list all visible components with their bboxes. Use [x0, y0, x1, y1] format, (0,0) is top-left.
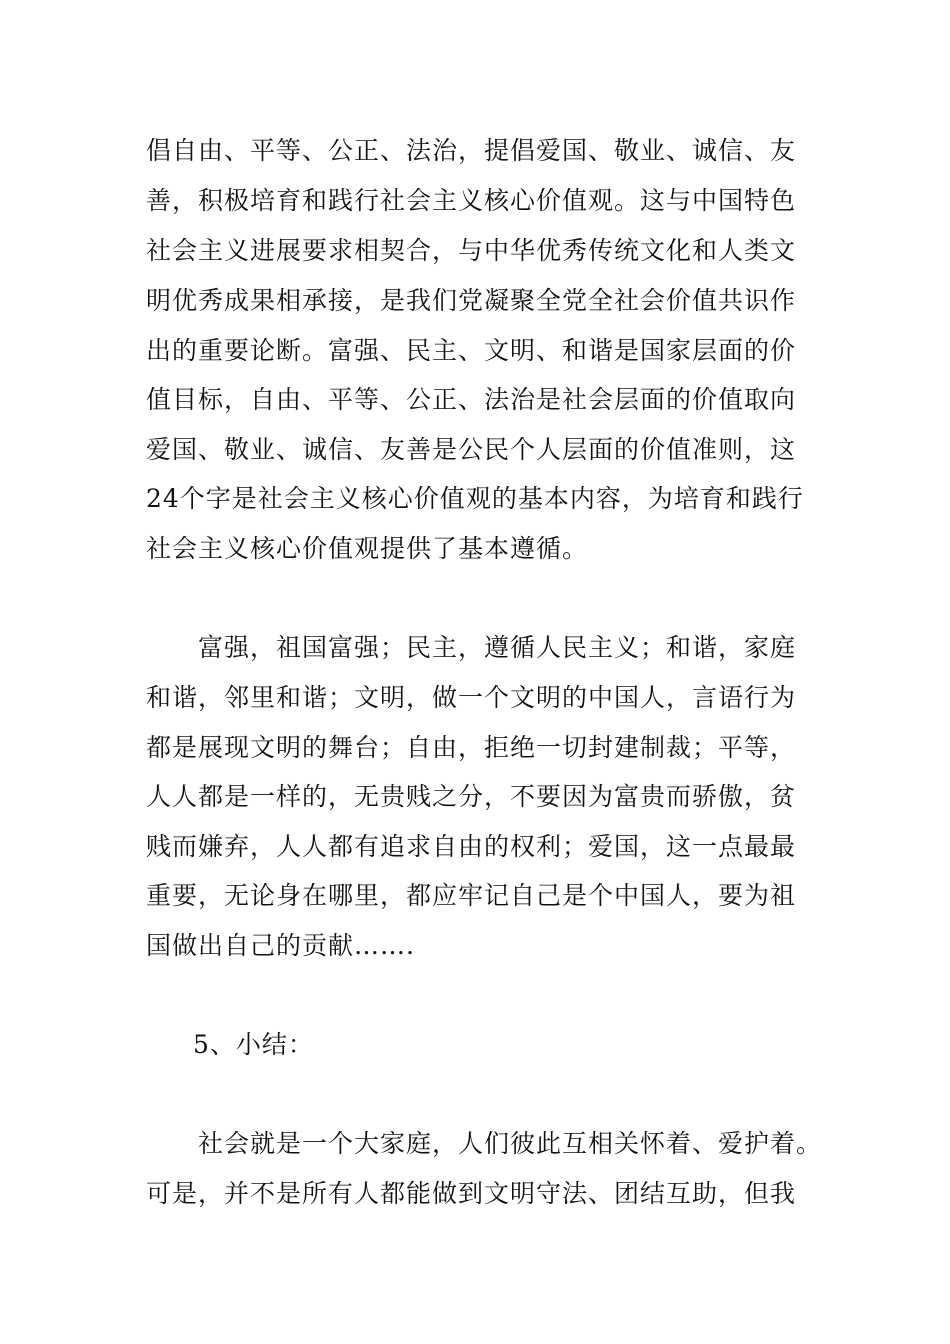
text-line: 明优秀成果相承接，是我们党凝聚全党全社会价值共识作 — [146, 286, 797, 315]
text-line: 社会主义进展要求相契合，与中华优秀传统文化和人类文 — [146, 236, 797, 265]
text-line: 社会主义核心价值观提供了基本遵循。 — [146, 534, 589, 563]
text-line: 重要，无论身在哪里，都应牢记自己是个中国人，要为祖 — [146, 881, 797, 910]
text-line: 可是，并不是所有人都能做到文明守法、团结互助，但我 — [146, 1179, 797, 1208]
text-line: 国做出自己的贡献……. — [146, 931, 415, 960]
text-line: 24个字是社会主义核心价值观的基本内容，为培育和践行 — [146, 484, 804, 513]
text-line: 善，积极培育和践行社会主义核心价值观。这与中国特色 — [146, 186, 797, 215]
text-line: 人人都是一样的，无贵贱之分，不要因为富贵而骄傲，贫 — [146, 782, 797, 811]
text-line: 富强，祖国富强；民主，遵循人民主义；和谐，家庭 — [198, 633, 797, 662]
section-heading: 5、小结： — [193, 1030, 314, 1059]
text-line: 爱国、敬业、诚信、友善是公民个人层面的价值准则，这 — [146, 435, 797, 464]
text-line: 社会就是一个大家庭，人们彼此互相关怀着、爱护着。 — [198, 1129, 823, 1158]
text-line: 值目标，自由、平等、公正、法治是社会层面的价值取向 — [146, 385, 797, 414]
text-line: 倡自由、平等、公正、法治，提倡爱国、敬业、诚信、友 — [146, 136, 797, 165]
text-line: 都是展现文明的舞台；自由，拒绝一切封建制裁；平等， — [146, 733, 797, 762]
text-line: 和谐，邻里和谐；文明，做一个文明的中国人，言语行为 — [146, 683, 797, 712]
text-line: 贱而嫌弃，人人都有追求自由的权利；爱国，这一点最最 — [146, 832, 797, 861]
text-line: 出的重要论断。富强、民主、文明、和谐是国家层面的价 — [146, 336, 797, 365]
